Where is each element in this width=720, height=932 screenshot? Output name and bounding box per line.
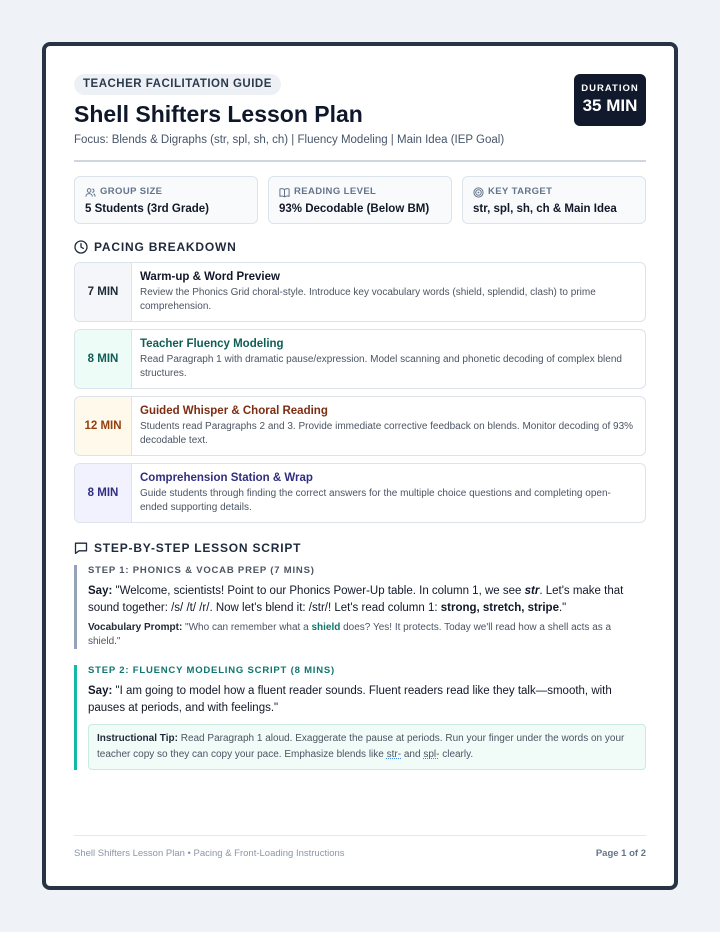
- pacing-time: 7 MIN: [75, 263, 132, 321]
- tip-blend: spl-: [423, 749, 440, 760]
- users-icon: [85, 187, 96, 198]
- script-step-1: [74, 565, 646, 649]
- say-text: .": [558, 602, 567, 614]
- stat-reading-level: [268, 176, 452, 224]
- stat-label: KEY TARGET: [488, 186, 553, 197]
- page-number: Page 1 of 2: [595, 848, 646, 859]
- stat-group-size: [74, 176, 258, 224]
- stat-label: READING LEVEL: [294, 186, 377, 197]
- lesson-focus: Focus: Blends & Digraphs (str, spl, sh, ch) | Fluency Modeling | Main Idea (IEP Goal): [74, 134, 505, 146]
- pacing-heading-text: PACING BREAKDOWN: [94, 240, 237, 254]
- page-title: Shell Shifters Lesson Plan: [74, 101, 363, 127]
- pacing-desc: Review the Phonics Grid choral-style. Introduce key vocabulary words (shield, splendid, clash) to prime comprehension.: [140, 287, 596, 312]
- pacing-list: [74, 262, 646, 523]
- tip-text: clearly.: [439, 749, 474, 760]
- pacing-title: Guided Whisper & Choral Reading: [140, 405, 328, 417]
- script-heading-text: STEP-BY-STEP LESSON SCRIPT: [94, 541, 302, 555]
- say-text: "Welcome, scientists! Point to our Phonics Power-Up table. In column 1, we see: [112, 585, 525, 597]
- clock-icon: [74, 240, 88, 254]
- step-label: STEP 2: FLUENCY MODELING SCRIPT (8 MINS): [88, 665, 336, 676]
- step-say: [88, 583, 646, 617]
- stat-value: 5 Students (3rd Grade): [85, 203, 209, 215]
- pacing-item: [74, 396, 646, 456]
- tip-blend: str-: [386, 749, 402, 760]
- stat-label: GROUP SIZE: [100, 186, 163, 197]
- stat-key-target: [462, 176, 646, 224]
- say-text: . Let's make that sound together: /s/ /t/ /r/. Now let's blend it: /str/! Let's read column 1:: [88, 585, 624, 614]
- pacing-title: Comprehension Station & Wrap: [140, 472, 313, 484]
- tip-text: and: [401, 749, 424, 760]
- vocab-word: shield: [311, 622, 341, 633]
- pacing-time: 8 MIN: [75, 464, 132, 522]
- pacing-time: 8 MIN: [75, 330, 132, 388]
- vocab-prompt: [88, 621, 646, 649]
- footer-title: Shell Shifters Lesson Plan • Pacing & Front-Loading Instructions: [74, 848, 345, 859]
- step-label: STEP 1: PHONICS & VOCAB PREP (7 MINS): [88, 565, 315, 576]
- tip-label: Instructional Tip:: [97, 733, 178, 744]
- pacing-desc: Students read Paragraphs 2 and 3. Provide immediate corrective feedback on blends. Monitor decoding of 93% decodable text.: [140, 421, 634, 446]
- document-page: [42, 42, 678, 890]
- page-content: [74, 74, 646, 770]
- vocab-text: "Who can remember what a: [182, 622, 312, 633]
- pacing-item: [74, 262, 646, 322]
- instructional-tip: [88, 724, 646, 770]
- guide-type-badge: TEACHER FACILITATION GUIDE: [74, 74, 281, 95]
- step-say: [88, 683, 646, 717]
- duration-badge: [574, 74, 646, 126]
- pacing-title: Warm-up & Word Preview: [140, 271, 280, 283]
- pacing-time: 12 MIN: [75, 397, 132, 455]
- pacing-desc: Read Paragraph 1 with dramatic pause/expression. Model scanning and phonetic decoding of complex blend structures.: [140, 354, 622, 379]
- say-strong: strong, stretch, stripe: [440, 602, 559, 614]
- stat-value: str, spl, sh, ch & Main Idea: [473, 203, 617, 215]
- stats-row: [74, 176, 646, 224]
- pacing-heading: [74, 239, 646, 255]
- say-label: Say:: [88, 685, 113, 697]
- target-icon: [473, 187, 484, 198]
- tip-text: Read Paragraph 1 aloud. Exaggerate the pause at periods. Run your finger under the words on your teacher copy so they can copy your pace. Emphasize blends like: [97, 733, 625, 760]
- duration-value: 35 MIN: [582, 96, 638, 115]
- pacing-desc: Guide students through finding the correct answers for the multiple choice questions and completing open-ended supporting details.: [140, 488, 611, 513]
- pacing-item: [74, 329, 646, 389]
- header-divider: [74, 160, 646, 162]
- message-icon: [74, 541, 88, 555]
- pacing-title: Teacher Fluency Modeling: [140, 338, 284, 350]
- duration-label: DURATION: [581, 83, 639, 94]
- book-icon: [279, 187, 290, 198]
- script-heading: [74, 540, 646, 556]
- say-label: Say:: [88, 585, 113, 597]
- vocab-label: Vocabulary Prompt:: [88, 622, 183, 633]
- stat-value: 93% Decodable (Below BM): [279, 203, 430, 215]
- header: [74, 74, 646, 148]
- page-footer: [74, 835, 646, 859]
- vocab-text: does? Yes! It protects. Today we'll read how a shell acts as a shield.": [88, 622, 612, 647]
- script-step-2: [74, 665, 646, 770]
- say-text: "I am going to model how a fluent reader sounds. Fluent readers read like they talk—smooth, with pauses at periods, and with feelings.": [88, 685, 612, 714]
- say-emphasis: str: [524, 585, 540, 597]
- pacing-item: [74, 463, 646, 523]
